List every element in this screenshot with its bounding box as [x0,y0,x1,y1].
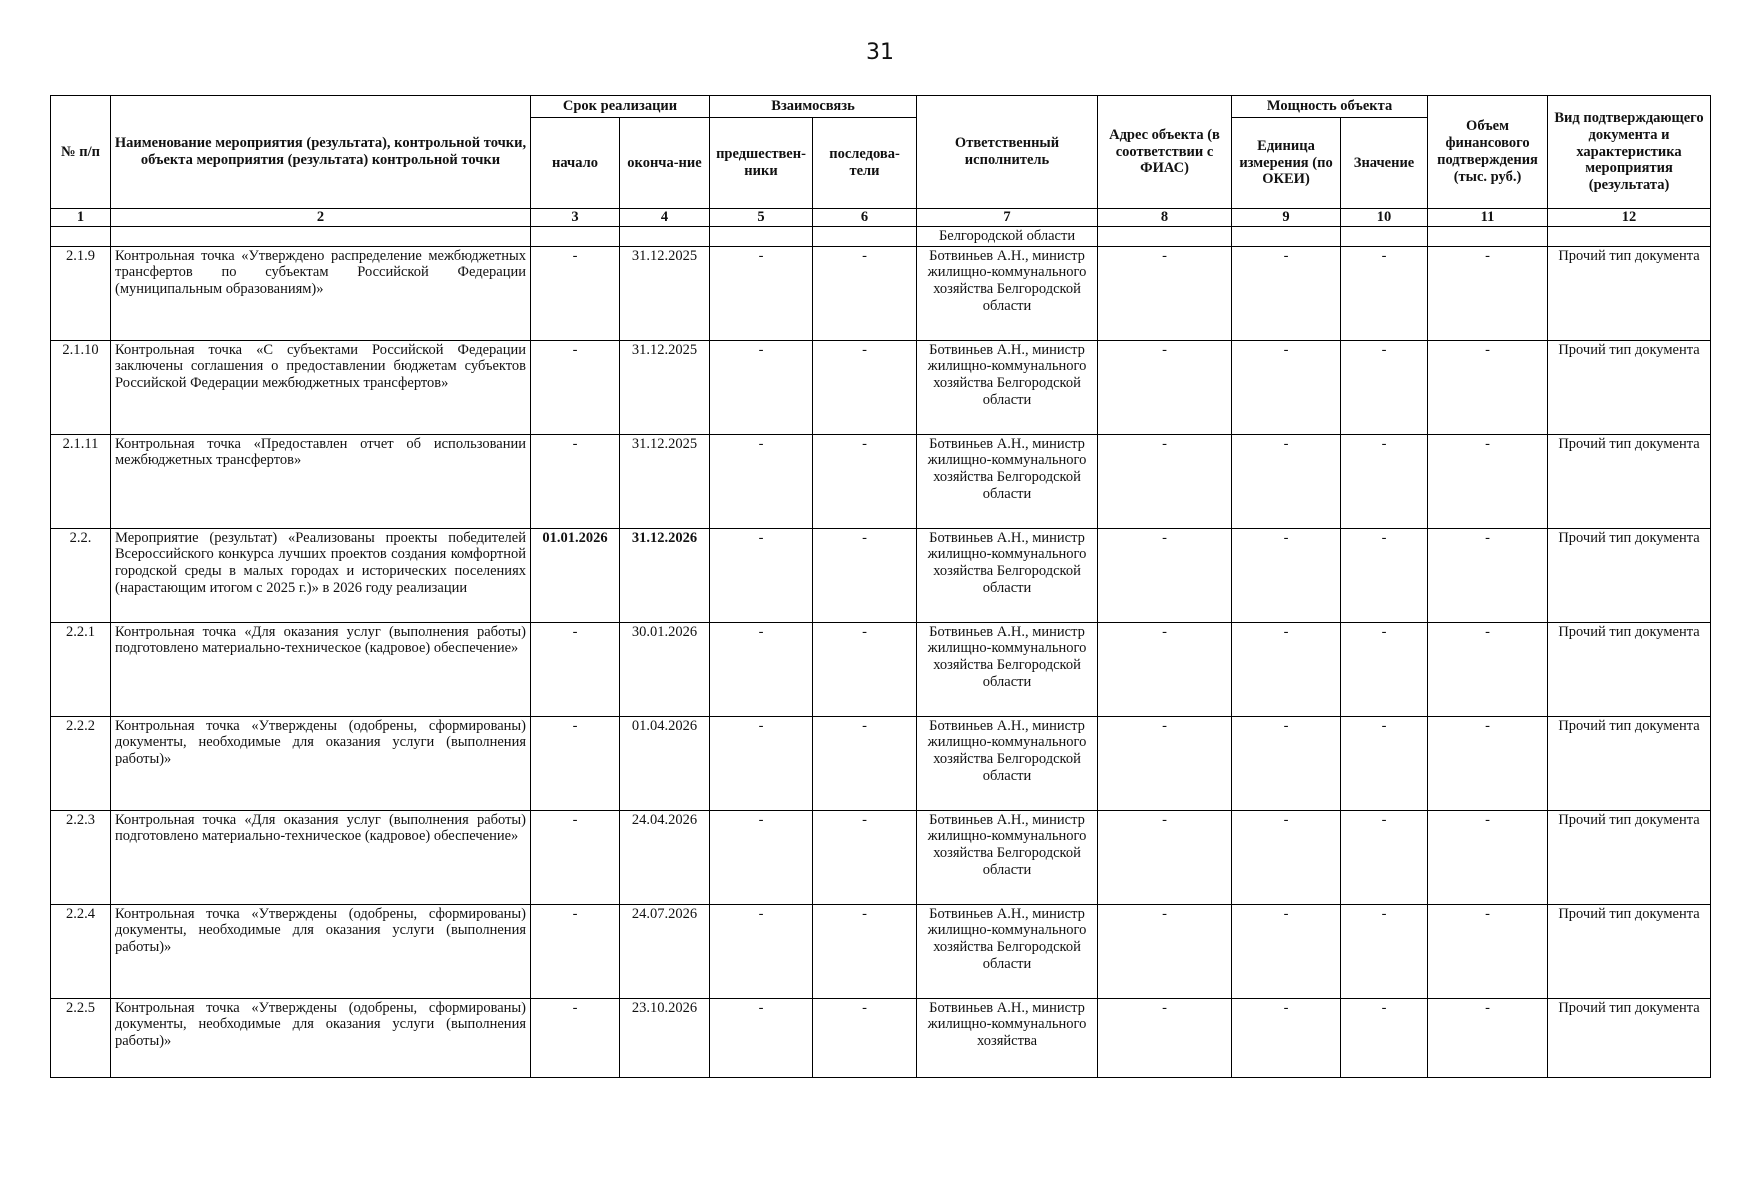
row-predecessors: - [710,904,813,998]
row-predecessors: - [710,810,813,904]
page-number: 31 [866,40,894,65]
row-value: - [1341,246,1428,340]
row-successors: - [813,434,917,528]
header-value: Значение [1341,118,1428,209]
row-document: Прочий тип документа [1548,340,1711,434]
row-num: 2.2.3 [51,810,111,904]
column-index: 10 [1341,209,1428,227]
row-volume: - [1428,716,1548,810]
row-start: - [531,340,620,434]
row-predecessors: - [710,434,813,528]
row-successors: - [813,998,917,1077]
header-power-group: Мощность объекта [1232,96,1428,118]
row-unit: - [1232,434,1341,528]
row-name: Контрольная точка «Утверждены (одобрены, сформированы) документы, необходимые для оказания услуги (выполнения работы)» [111,716,531,810]
column-index: 1 [51,209,111,227]
responsible-cell: Белгородской области [917,226,1098,246]
header-responsible: Ответственный исполнитель [917,96,1098,209]
row-unit: - [1232,528,1341,622]
row-num: 2.1.9 [51,246,111,340]
row-document: Прочий тип документа [1548,528,1711,622]
header-address: Адрес объекта (в соответствии с ФИАС) [1098,96,1232,209]
row-responsible: Ботвиньев А.Н., министр жилищно-коммунального хозяйства Белгородской области [917,622,1098,716]
row-successors: - [813,246,917,340]
row-volume: - [1428,246,1548,340]
row-volume: - [1428,998,1548,1077]
row-value: - [1341,622,1428,716]
row-value: - [1341,434,1428,528]
column-index: 4 [620,209,710,227]
row-start: - [531,716,620,810]
row-successors: - [813,716,917,810]
row-num: 2.1.11 [51,434,111,528]
table-row [51,246,1711,340]
row-address: - [1098,904,1232,998]
header-num: № п/п [51,96,111,209]
row-end: 31.12.2025 [620,434,710,528]
row-successors: - [813,340,917,434]
row-start: - [531,810,620,904]
row-predecessors: - [710,528,813,622]
row-unit: - [1232,622,1341,716]
row-end: 30.01.2026 [620,622,710,716]
row-address: - [1098,340,1232,434]
row-document: Прочий тип документа [1548,998,1711,1077]
continuation-row [51,226,1711,246]
row-num: 2.2.2 [51,716,111,810]
row-value: - [1341,340,1428,434]
row-volume: - [1428,904,1548,998]
row-document: Прочий тип документа [1548,810,1711,904]
row-predecessors: - [710,622,813,716]
row-end: 31.12.2025 [620,246,710,340]
row-responsible: Ботвиньев А.Н., министр жилищно-коммунального хозяйства Белгородской области [917,810,1098,904]
plan-table [50,95,1711,1078]
row-responsible: Ботвиньев А.Н., министр жилищно-коммунального хозяйства Белгородской области [917,716,1098,810]
row-end: 31.12.2025 [620,340,710,434]
row-address: - [1098,246,1232,340]
row-start: - [531,998,620,1077]
column-index: 6 [813,209,917,227]
column-index: 7 [917,209,1098,227]
header-term-group: Срок реализации [531,96,710,118]
column-index: 9 [1232,209,1341,227]
row-responsible: Ботвиньев А.Н., министр жилищно-коммунального хозяйства Белгородской области [917,434,1098,528]
column-index: 8 [1098,209,1232,227]
row-end: 31.12.2026 [620,528,710,622]
table-row [51,528,1711,622]
row-unit: - [1232,904,1341,998]
row-num: 2.2. [51,528,111,622]
row-address: - [1098,716,1232,810]
header-unit: Единица измерения (по ОКЕИ) [1232,118,1341,209]
table-row [51,998,1711,1077]
header-predecessors: предшествен-ники [710,118,813,209]
row-unit: - [1232,998,1341,1077]
header-successors: последова-тели [813,118,917,209]
row-name: Мероприятие (результат) «Реализованы проекты победителей Всероссийского конкурса лучших проектов создания комфортной городской среды в малых городах и исторических поселениях (нарастающим итогом с 2025 г.)» в 2026 году реализации [111,528,531,622]
row-num: 2.2.5 [51,998,111,1077]
row-document: Прочий тип документа [1548,246,1711,340]
row-name: Контрольная точка «С субъектами Российской Федерации заключены соглашения о предоставлении бюджетам субъектов Российской Федерации межбюджетных трансфертов» [111,340,531,434]
row-volume: - [1428,528,1548,622]
row-predecessors: - [710,340,813,434]
header-end: оконча-ние [620,118,710,209]
row-name: Контрольная точка «Утверждены (одобрены, сформированы) документы, необходимые для оказания услуги (выполнения работы)» [111,998,531,1077]
row-num: 2.2.4 [51,904,111,998]
row-successors: - [813,622,917,716]
row-address: - [1098,998,1232,1077]
column-index: 3 [531,209,620,227]
row-value: - [1341,528,1428,622]
row-volume: - [1428,434,1548,528]
row-name: Контрольная точка «Утверждены (одобрены, сформированы) документы, необходимые для оказания услуги (выполнения работы)» [111,904,531,998]
row-document: Прочий тип документа [1548,622,1711,716]
row-responsible: Ботвиньев А.Н., министр жилищно-коммунального хозяйства Белгородской области [917,528,1098,622]
row-responsible: Ботвиньев А.Н., министр жилищно-коммунального хозяйства Белгородской области [917,340,1098,434]
row-responsible: Ботвиньев А.Н., министр жилищно-коммунального хозяйства [917,998,1098,1077]
table-row [51,622,1711,716]
row-name: Контрольная точка «Предоставлен отчет об использовании межбюджетных трансфертов» [111,434,531,528]
row-unit: - [1232,340,1341,434]
row-address: - [1098,810,1232,904]
table-row [51,810,1711,904]
row-volume: - [1428,810,1548,904]
row-responsible: Ботвиньев А.Н., министр жилищно-коммунального хозяйства Белгородской области [917,904,1098,998]
column-index: 5 [710,209,813,227]
row-value: - [1341,904,1428,998]
row-num: 2.2.1 [51,622,111,716]
header-document: Вид подтверждающего документа и характеристика мероприятия (результата) [1548,96,1711,209]
row-name: Контрольная точка «Утверждено распределение межбюджетных трансфертов по субъектам Российской Федерации (муниципальным образованиям)» [111,246,531,340]
table-row [51,340,1711,434]
header-name: Наименование мероприятия (результата), контрольной точки, объекта мероприятия (результата) контрольной точки [111,96,531,209]
row-end: 01.04.2026 [620,716,710,810]
header-start: начало [531,118,620,209]
table-row [51,434,1711,528]
row-value: - [1341,716,1428,810]
row-end: 24.04.2026 [620,810,710,904]
row-start: 01.01.2026 [531,528,620,622]
row-successors: - [813,810,917,904]
row-predecessors: - [710,716,813,810]
header-link-group: Взаимосвязь [710,96,917,118]
row-predecessors: - [710,246,813,340]
header-volume: Объем финансового подтверждения (тыс. руб.) [1428,96,1548,209]
row-name: Контрольная точка «Для оказания услуг (выполнения работы) подготовлено материально-техническое (кадровое) обеспечение» [111,810,531,904]
row-responsible: Ботвиньев А.Н., министр жилищно-коммунального хозяйства Белгородской области [917,246,1098,340]
row-start: - [531,622,620,716]
column-index: 12 [1548,209,1711,227]
row-unit: - [1232,716,1341,810]
row-address: - [1098,622,1232,716]
table-row [51,904,1711,998]
row-document: Прочий тип документа [1548,716,1711,810]
row-successors: - [813,528,917,622]
row-address: - [1098,434,1232,528]
row-name: Контрольная точка «Для оказания услуг (выполнения работы) подготовлено материально-техническое (кадровое) обеспечение» [111,622,531,716]
row-unit: - [1232,810,1341,904]
row-volume: - [1428,622,1548,716]
row-end: 24.07.2026 [620,904,710,998]
row-start: - [531,904,620,998]
table-row [51,716,1711,810]
row-unit: - [1232,246,1341,340]
row-predecessors: - [710,998,813,1077]
row-num: 2.1.10 [51,340,111,434]
row-document: Прочий тип документа [1548,434,1711,528]
row-volume: - [1428,340,1548,434]
row-value: - [1341,998,1428,1077]
row-start: - [531,246,620,340]
column-index: 11 [1428,209,1548,227]
row-document: Прочий тип документа [1548,904,1711,998]
row-end: 23.10.2026 [620,998,710,1077]
row-address: - [1098,528,1232,622]
column-index: 2 [111,209,531,227]
row-value: - [1341,810,1428,904]
row-start: - [531,434,620,528]
row-successors: - [813,904,917,998]
